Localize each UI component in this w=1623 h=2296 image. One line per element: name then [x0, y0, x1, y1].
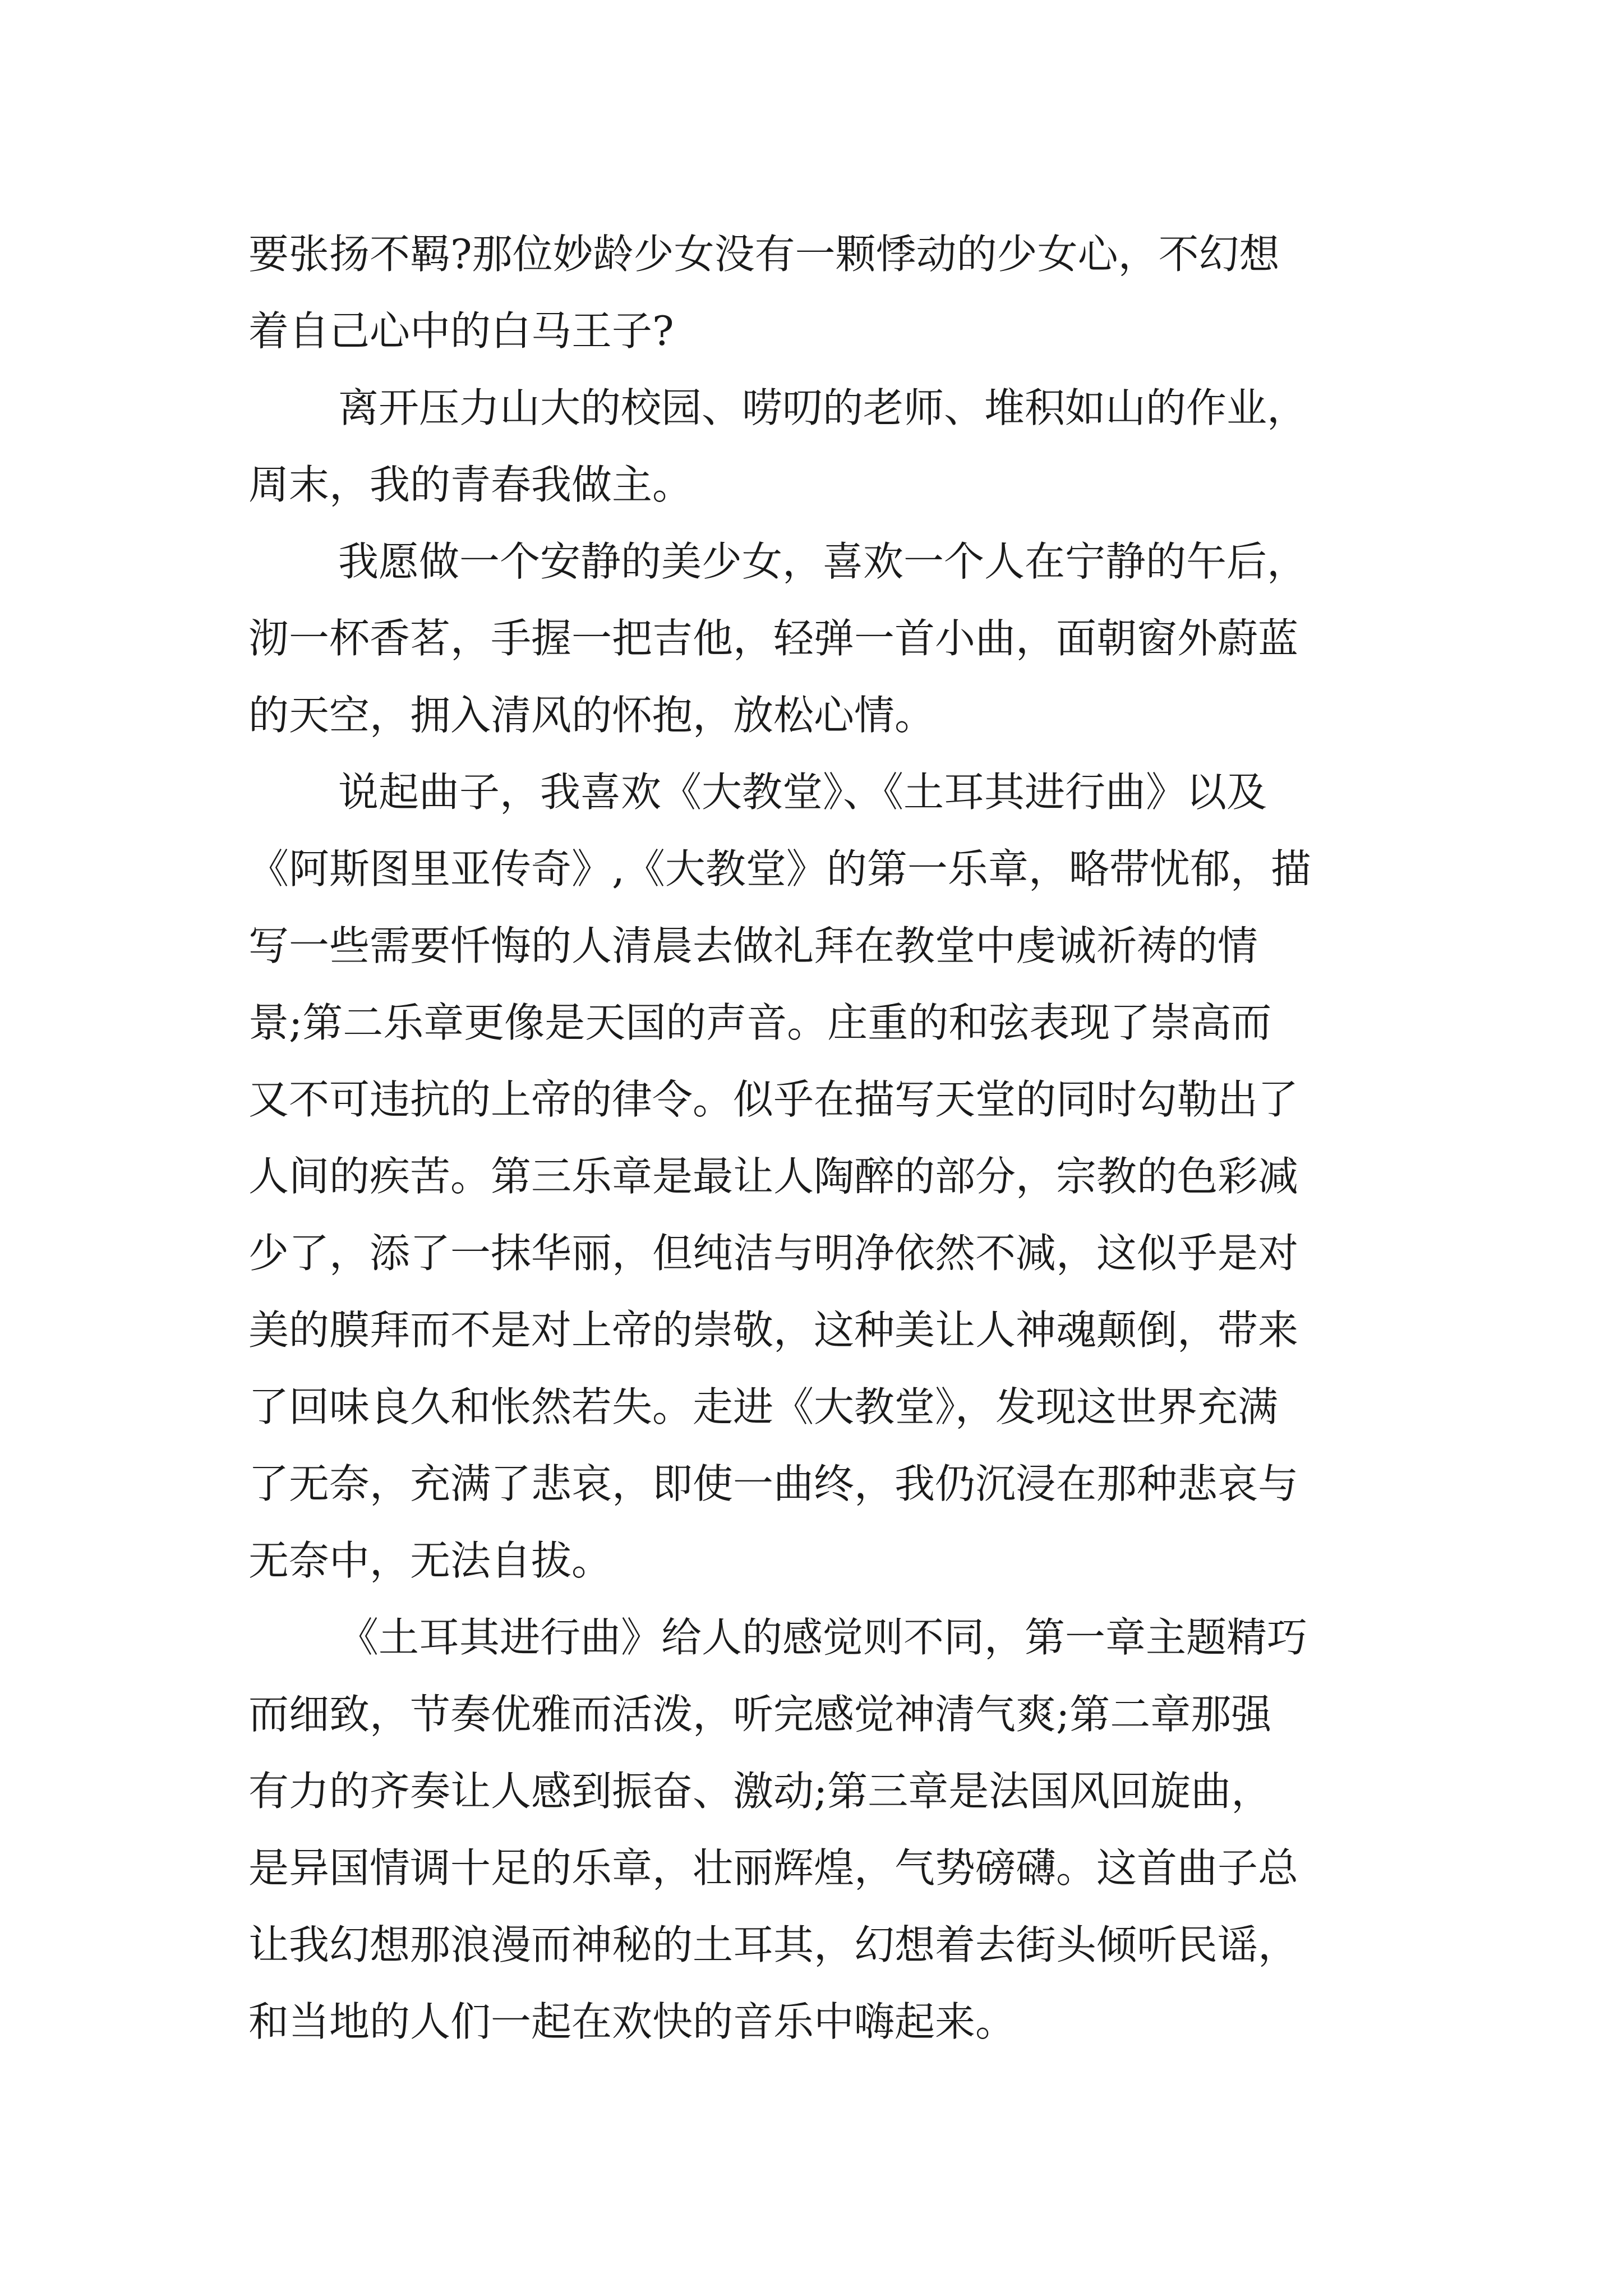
paragraph-start-line: 离开压力山大的校园、唠叨的老师、堆积如山的作业， [338, 384, 1308, 431]
text-line: 是异国情调十足的乐章，壮丽辉煌，气势磅礴。这首曲子总 [248, 1844, 1299, 1892]
document-body [248, 216, 1381, 2060]
paragraph-start-line: 说起曲子，我喜欢《大教堂》、《土耳其进行曲》以及 [338, 769, 1267, 816]
text-line: 沏一杯香茗，手握一把吉他，轻弹一首小曲，面朝窗外蔚蓝 [248, 615, 1299, 662]
text-line: 人间的疾苦。第三乐章是最让人陶醉的部分，宗教的色彩减 [248, 1153, 1299, 1200]
text-line: 而细致，节奏优雅而活泼，听完感觉神清气爽;第二章那强 [248, 1691, 1272, 1738]
text-line: 美的膜拜而不是对上帝的崇敬，这种美让人神魂颠倒，带来 [248, 1306, 1299, 1354]
text-line: 的天空，拥入清风的怀抱，放松心情。 [248, 692, 935, 739]
text-line: 《阿斯图里亚传奇》,《大教堂》的第一乐章，略带忧郁，描 [248, 845, 1311, 892]
paragraph-start-line: 我愿做一个安静的美少女，喜欢一个人在宁静的午后， [338, 538, 1308, 585]
text-line: 景;第二乐章更像是天国的声音。庄重的和弦表现了崇高而 [248, 999, 1272, 1046]
text-line: 无奈中，无法自拔。 [248, 1537, 612, 1584]
text-line: 了回味良久和怅然若失。走进《大教堂》，发现这世界充满 [248, 1383, 1279, 1430]
text-line: 让我幻想那浪漫而神秘的土耳其，幻想着去街头倾听民谣， [248, 1921, 1299, 1968]
paragraph-start-line: 《土耳其进行曲》给人的感觉则不同，第一章主题精巧 [338, 1614, 1308, 1661]
text-line: 少了，添了一抹华丽，但纯洁与明净依然不减，这似乎是对 [248, 1230, 1299, 1277]
text-line: 着自己心中的白马王子? [248, 307, 674, 355]
text-line: 有力的齐奏让人感到振奋、激动;第三章是法国风回旋曲， [248, 1768, 1272, 1815]
text-line: 了无奈，充满了悲哀，即使一曲终，我仍沉浸在那种悲哀与 [248, 1460, 1299, 1507]
text-line: 和当地的人们一起在欢快的音乐中嗨起来。 [248, 1998, 1016, 2045]
text-line: 写一些需要忏悔的人清晨去做礼拜在教堂中虔诚祈祷的情 [248, 922, 1258, 969]
text-line: 又不可违抗的上帝的律令。似乎在描写天堂的同时勾勒出了 [248, 1076, 1299, 1123]
text-line: 要张扬不羁?那位妙龄少女没有一颗悸动的少女心，不幻想 [248, 231, 1280, 278]
text-line: 周末，我的青春我做主。 [248, 461, 693, 508]
